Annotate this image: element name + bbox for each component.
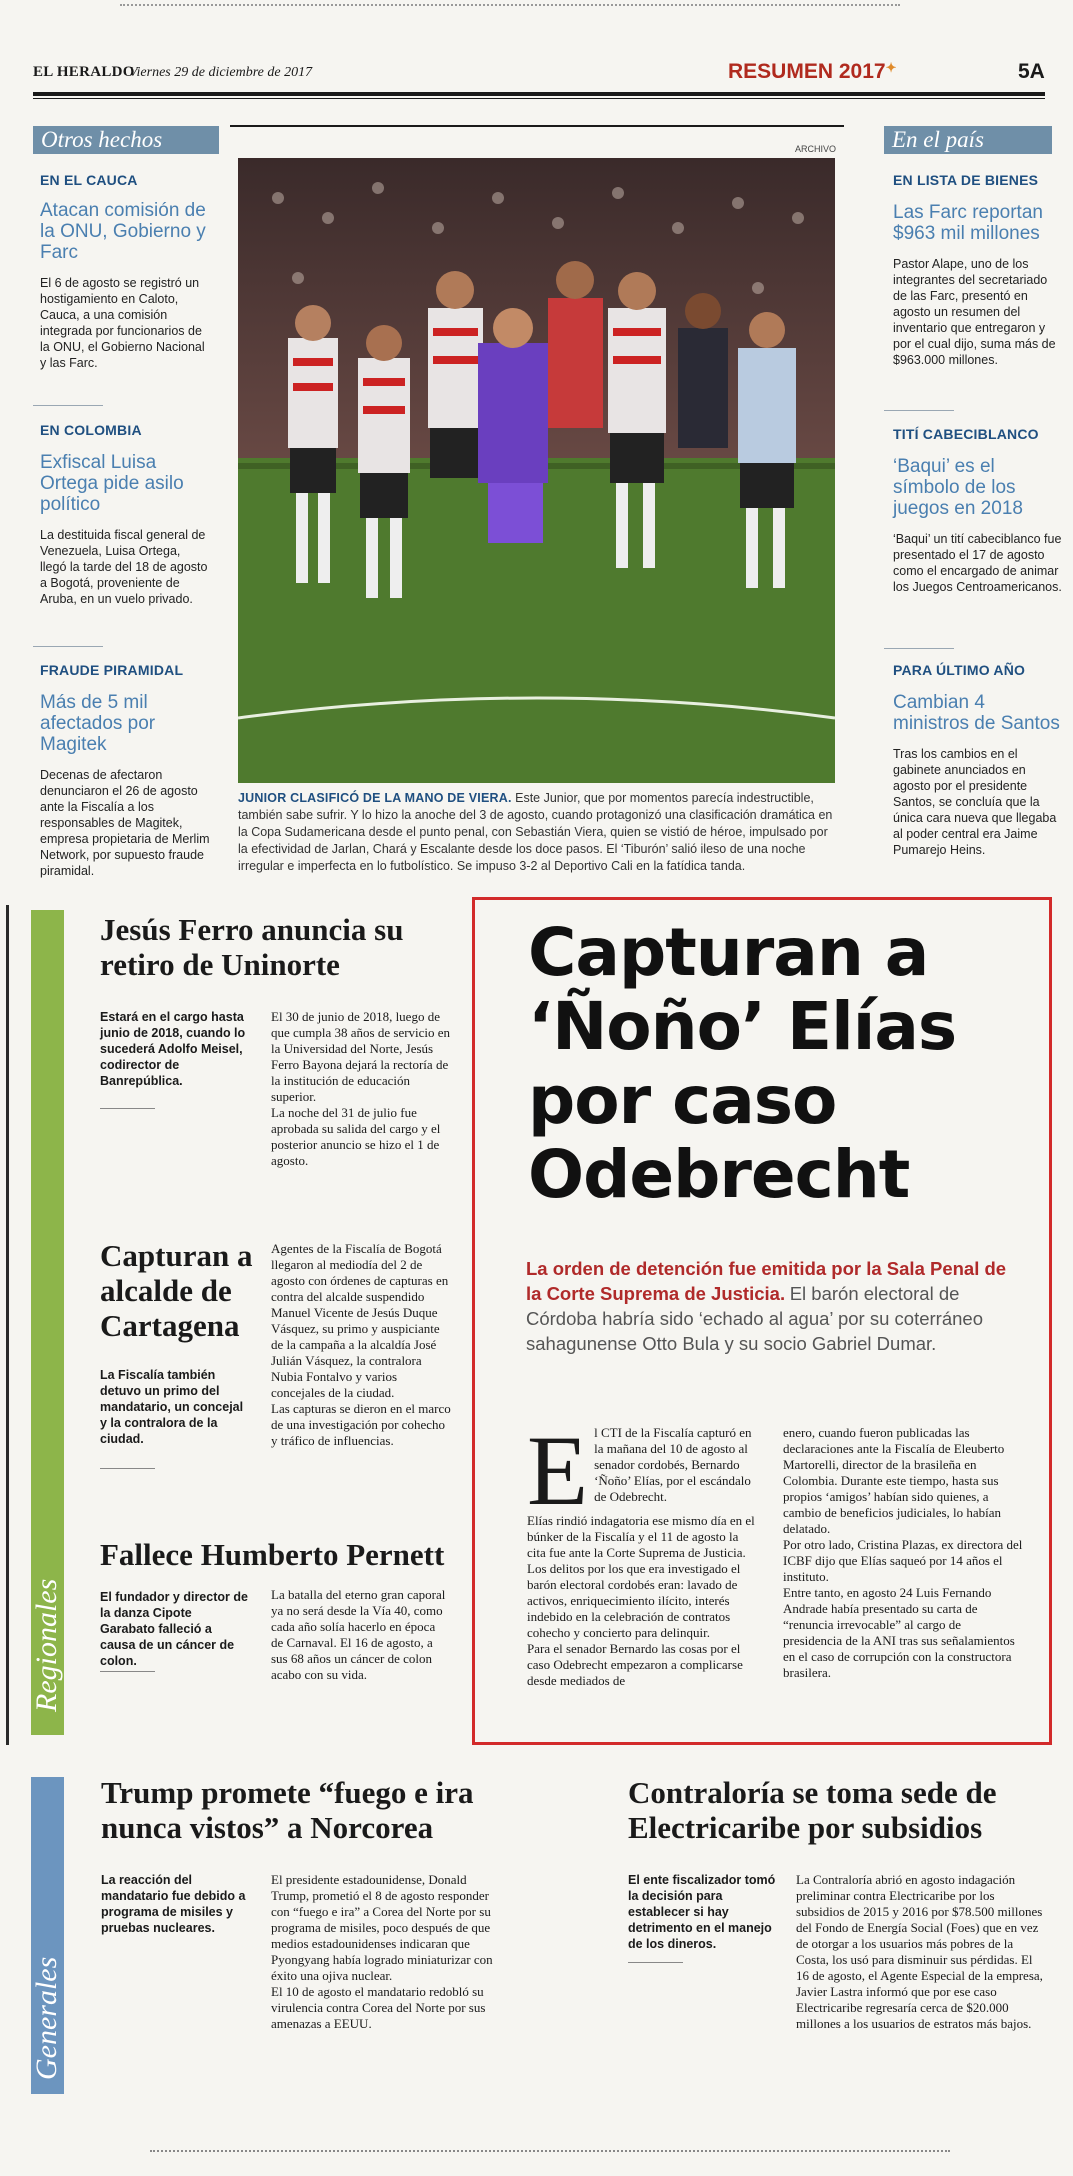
item-kicker: EN LISTA DE BIENES [893,172,1039,188]
left-item-3 [40,662,210,879]
item-headline: Atacan comisión de la ONU, Gobierno y Farc [40,200,206,263]
regionales-label: Regionales [30,1578,63,1712]
item-kicker: PARA ÚLTIMO AÑO [893,662,1026,678]
right-item-3 [893,662,1063,858]
newspaper-name: EL HERALDO [33,64,135,80]
story-headline: Fallece Humberto Pernett [100,1537,445,1572]
story-headline: Jesús Ferro anuncia su retiro de Uninorte [100,912,404,982]
story-body: La Contraloría abrió en agosto indagación preliminar contra Electricaribe por los subsidios de 2015 y 2016 por $78.500 millones del Fondo de Energía Social (Foes) que en vez de otorgar a los usuarios más pobres de la Costa, los usó para disminuir sus pérdidas. El 16 de agosto, el Agente Especial de la empresa, Javier Lastra informó que por ese caso Electricaribe regresaría cerca de $20.000 millones a los usuarios de estratos más bajos. [796,1872,1043,2031]
story-lede: Estará en el cargo hasta junio de 2018, cuando lo sucederá Adolfo Meisel, codirector de Banrepública. [100,1010,246,1088]
right-item-1 [893,172,1063,368]
item-body: Pastor Alape, uno de los integrantes del secretariado de las Farc, presentó en agosto un resumen del inventario que entregaron y por el cual dijo, suma más de $963.000 millones. [893,257,1056,367]
right-item-2 [893,426,1063,595]
featured-subhead [526,1257,1016,1357]
divider [33,405,103,406]
story-lede: La Fiscalía también detuvo un primo del mandatario, un concejal y la contralora de la ciudad. [100,1368,244,1446]
featured-lead-text: l CTI de la Fiscalía capturó en la mañana del 10 de agosto al senador cordobés, Bernardo ‘Ñoño’ Elías, por el escándalo de Odebrecht. [594,1425,752,1504]
story-headline: Trump promete “fuego e ira nunca vistos” a Norcorea [101,1775,474,1845]
dropcap: E [527,1415,589,1526]
item-body: ‘Baqui’ un tití cabeciblanco fue presentado el 17 de agosto como el encargado de animar los Juegos Centroamericanos. [893,532,1062,594]
generales-label: Generales [30,1956,63,2080]
featured-col-1-rest: Elías rindió indagatoria ese mismo día en el búnker de la Fiscalía y el 11 de agosto la cita fue ante la Corte Suprema de Justicia. Los delitos por los que era investigado el barón electoral cordobés eran: lavado de activos, enriquecimiento ilícito, interés indebido en la celebración de contratos cohecho y concierto para delinquir. Para el senador Bernardo las cosas por el caso Odebrecht empezaron a complicarse desde mediados de [527,1513,755,1688]
lede-rule [100,1671,155,1672]
section-title: RESUMEN 2017✦ [728,60,897,83]
football-photo [238,158,835,783]
divider [33,646,103,647]
lede-rule [100,1108,155,1109]
story-headline: Contraloría se toma sede de Electricaribe por subsidios [628,1775,997,1845]
caption-title: JUNIOR CLASIFICÓ DE LA MANO DE VIERA. [238,791,512,805]
issue-date: Viernes 29 de diciembre de 2017 [129,65,313,80]
item-headline: Exfiscal Luisa Ortega pide asilo político [40,452,184,515]
subhead-gray: El barón electoral de Córdoba habría sido ‘echado al agua’ por su coterráneo sahagunense Otto Bula y su socio Gabriel Dumar. [526,1283,983,1354]
football-celebration-image [238,158,835,783]
lede-rule [628,1962,683,1963]
featured-col-1 [527,1415,757,1689]
featured-col-2: enero, cuando fueron publicadas las declaraciones ante la Fiscalía de Eleuberto Martorelli, director de la brasileña en Colombia. Durante este tiempo, hasta sus propios ‘amigos’ habían sido quienes, a cambio de beneficios judiciales, lo habían delatado. Por otro lado, Cristina Plazas, ex directora del ICBF dijo que Elías saqueó por 14 años el instituto. Entre tanto, en agosto 24 Luis Fernando Andrade había presentado su carta de “renuncia irrevocable” al cargo de presidencia de la ANI tras sus señalamientos en el caso de corrupción con la constructora brasilera. [783,1425,1023,1680]
item-headline: Las Farc reportan $963 mil millones [893,202,1043,244]
star-icon: ✦ [885,60,897,75]
story-body: El presidente estadounidense, Donald Trump, prometió el 8 de agosto responder con “fuego e ira” a Corea del Norte por su programa de misiles, poco después de que medios estadounidenses indicaran que Pyongyang había logrado miniaturizar con éxito una ojiva nuclear. El 10 de agosto el mandatario redobló su virulencia contra Corea del Norte por sus amenazas a EEUU. [271,1872,493,2031]
right-column-tag: En el país [884,126,1052,154]
caption-body: Este Junior, que por momentos parecía indestructible, también sabe sufrir. Y lo hizo la anoche del 3 de agosto, cuando protagonizó una clasificación dramática en la Copa Sudamericana desde el punto penal, con Sebastián Viera, quien se vistió de héroe, impulsado por la efectividad de Jarlan, Chará y Escalante desde los doce pasos. El ‘Tiburón’ salió ileso de una noche irregular e imperfecta en lo futbolístico. Se impuso 3-2 al Deportivo Cali en la fatídica tanda. [238,791,833,873]
lede-rule [100,1468,155,1469]
left-column-tag: Otros hechos [33,126,219,154]
item-kicker: FRAUDE PIRAMIDAL [40,662,184,678]
header-rule-thin [33,98,1045,99]
item-body: Decenas de afectaron denunciaron el 26 de agosto ante la Fiscalía a los responsables de Magitek, empresa propietaria de Merlim Network, por supuesto fraude piramidal. [40,768,210,878]
divider [884,410,954,411]
item-body: La destituida fiscal general de Venezuela, Luisa Ortega, llegó la tarde del 18 de agosto a Bogotá, proveniente de Aruba, en un vuelo privado. [40,528,208,606]
subhead-red: La orden de detención fue emitida por la Sala Penal de la Corte Suprema de Justicia. [526,1258,1007,1304]
photo-top-rule [230,125,844,127]
item-kicker: TITÍ CABECIBLANCO [893,426,1039,442]
item-kicker: EN COLOMBIA [40,422,142,438]
item-headline: Cambian 4 ministros de Santos [893,692,1060,734]
bottom-scan-edge [150,2150,950,2154]
story-body: Agentes de la Fiscalía de Bogotá llegaron al mediodía del 2 de agosto con órdenes de capturas en contra del alcalde suspendido Manuel Vicente de Jesús Duque Vásquez, su primo y auspiciante de la campaña a la alcaldía José Julián Vásquez, la contralora Nubia Fontalvo y varios concejales de la ciudad. Las capturas se dieron en el marco de una investigación por cohecho y tráfico de influencias. [271,1241,451,1448]
story-headline: Capturan a alcalde de Cartagena [100,1238,253,1343]
item-body: El 6 de agosto se registró un hostigamiento en Caloto, Cauca, a una comisión integrada por funcionarios de la ONU, el Gobierno Nacional y las Farc. [40,276,205,370]
item-headline: Más de 5 mil afectados por Magitek [40,692,156,755]
featured-headline: Capturan a ‘Ñoño’ Elías por caso Odebrecht [528,914,957,1213]
photo-caption [238,790,835,875]
header-rule [33,92,1045,96]
story-body: El 30 de junio de 2018, luego de que cumpla 38 años de servicio en la Universidad del Norte, Jesús Ferro Bayona dejará la rectoría de la institución de educación superior. La noche del 31 de julio fue aprobada su salida del cargo y el posterior anuncio se hizo el 1 de agosto. [271,1009,451,1168]
item-body: Tras los cambios en el gabinete anunciados en agosto por el presidente Santos, se concluía que la única cara nueva que llegaba al poder central era Jaime Pumarejo Heins. [893,747,1057,857]
story-lede: El ente fiscalizador tomó la decisión para establecer si hay detrimento en el manejo de los dineros. [628,1873,776,1951]
story-body: La batalla del eterno gran caporal ya no será desde la Vía 40, como cada año solía hacerlo en época de Carnaval. El 16 de agosto, a sus 68 años un cáncer de colon acabo con su vida. [271,1587,446,1682]
photo-credit: ARCHIVO [795,144,837,154]
story-lede: La reacción del mandatario fue debido a programa de misiles y pruebas nucleares. [101,1873,246,1935]
item-kicker: EN EL CAUCA [40,172,138,188]
story-lede: El fundador y director de la danza Cipote Garabato falleció a causa de un cáncer de colon. [100,1590,248,1668]
item-headline: ‘Baqui’ es el símbolo de los juegos en 2018 [893,456,1023,519]
page-number: 5A [1018,60,1045,83]
left-item-1 [40,172,210,371]
divider [884,648,954,649]
top-scan-edge [120,4,900,8]
left-scan-edge [6,905,9,1745]
left-item-2 [40,422,210,607]
